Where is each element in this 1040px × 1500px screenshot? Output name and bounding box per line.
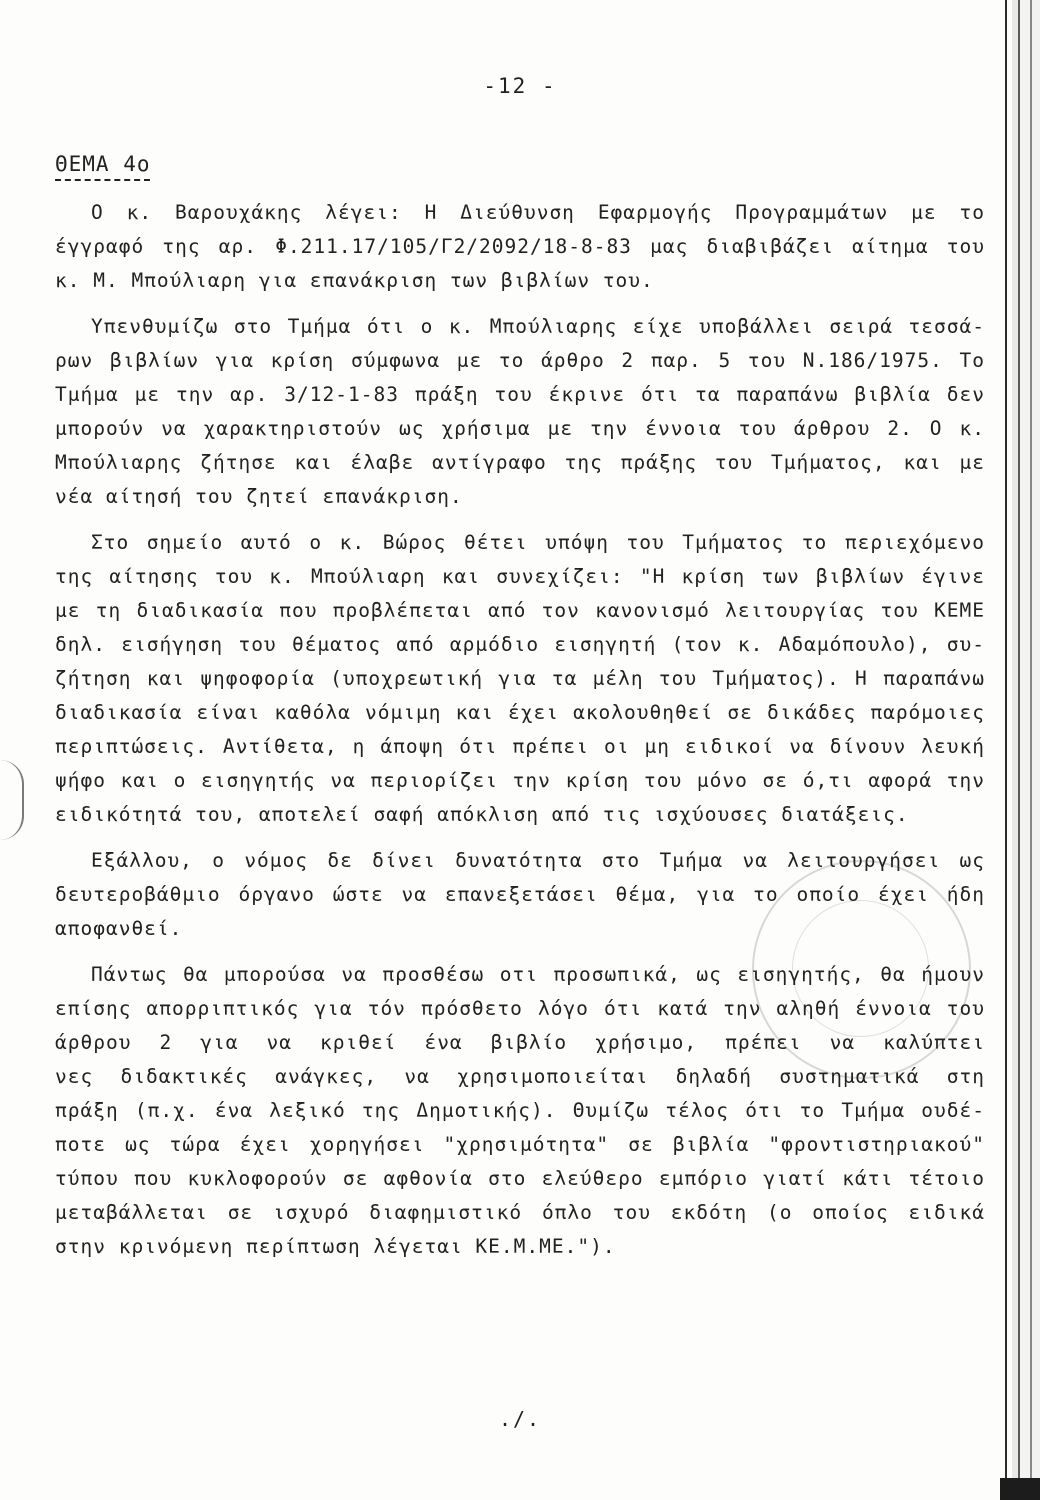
text-line: μπορούν να χαρακτηριστούν ως χρήσιμα με την έννοια του άρθρου 2. Ο κ. <box>55 417 985 440</box>
text-line: ειδικότητά του, αποτελεί σαφή απόκλιση από τις ισχύουσες διατάξεις. <box>55 803 909 826</box>
section-heading: ΘΕΜΑ 4ο <box>55 152 151 176</box>
text-line: Τμήμα με την αρ. 3/12-1-83 πράξη του έκρινε ότι τα παραπάνω βιβλία δεν <box>55 383 985 406</box>
text-line: ζήτηση και ψηφοφορία (υποχρεωτική για τα μέλη του Τμήματος). Η παραπάνω <box>55 667 985 690</box>
text-line: έγγραφό της αρ. Φ.211.17/105/Γ2/2092/18-8-83 μας διαβιβάζει αίτημα του <box>55 235 985 258</box>
text-line: της αίτησης του κ. Μπούλιαρη και συνεχίζει: "Η κρίση των βιβλίων έγινε <box>55 565 985 588</box>
paragraph <box>55 526 985 832</box>
paragraph <box>55 958 985 1264</box>
continuation-mark: ./. <box>498 1407 542 1431</box>
text-line: Πάντως θα μπορούσα να προσθέσω οτι προσωπικά, ως εισηγητής, θα ήμουν <box>91 963 985 986</box>
page-edge <box>1030 0 1032 1500</box>
text-line: Μπούλιαρης ζήτησε και έλαβε αντίγραφο της πράξης του Τμήματος, και με <box>55 451 985 474</box>
text-line: ρων βιβλίων για κρίση σύμφωνα με το άρθρο 2 παρ. 5 του Ν.186/1975. Το <box>55 349 985 372</box>
text-line: Ο κ. Βαρουχάκης λέγει: Η Διεύθυνση Εφαρμογής Προγραμμάτων με το <box>91 201 985 224</box>
text-line: περιπτώσεις. Αντίθετα, η άποψη ότι πρέπει οι μη ειδικοί να δίνουν λευκή <box>55 735 985 758</box>
text-line: Στο σημείο αυτό ο κ. Βώρος θέτει υπόψη του Τμήματος το περιεχόμενο <box>91 531 985 554</box>
paragraph <box>55 844 985 946</box>
page-edge <box>1005 0 1007 1500</box>
text-line: δευτεροβάθμιο όργανο ώστε να επανεξετάσει θέμα, για το οποίο έχει ήδη <box>55 883 985 906</box>
text-line: τύπου που κυκλοφορούν σε αφθονία στο ελεύθερο εμπόριο γιατί κάτι τέτοιο <box>55 1167 985 1190</box>
text-line: νες διδακτικές ανάγκες, να χρησιμοποιείται δηλαδή συστηματικά στη <box>55 1065 985 1088</box>
paragraph <box>55 310 985 514</box>
text-line: αποφανθεί. <box>55 917 183 940</box>
body-text <box>55 196 985 1276</box>
margin-mark <box>0 760 24 840</box>
text-line: άρθρου 2 για να κριθεί ένα βιβλίο χρήσιμο, πρέπει να καλύπτει <box>55 1031 985 1054</box>
text-line: Υπενθυμίζω στο Τμήμα ότι ο κ. Μπούλιαρης είχε υποβάλλει σειρά τεσσά- <box>91 315 985 338</box>
text-line: στην κρινόμενη περίπτωση λέγεται ΚΕ.Μ.ΜΕ."). <box>55 1235 616 1258</box>
text-line: επίσης απορριπτικός για τόν πρόσθετο λόγο ότι κατά την αληθή έννοια του <box>55 997 985 1020</box>
text-line: ψήφο και ο εισηγητής να περιορίζει την κρίση του μόνο σε ό,τι αφορά την <box>55 769 985 792</box>
text-line: μεταβάλλεται σε ισχυρό διαφημιστικό όπλο του εκδότη (ο οποίος ειδικά <box>55 1201 985 1224</box>
paragraph <box>55 196 985 298</box>
text-line: με τη διαδικασία που προβλέπεται από τον κανονισμό λειτουργίας του ΚΕΜΕ <box>55 599 985 622</box>
text-line: ποτε ως τώρα έχει χορηγήσει "χρησιμότητα" σε βιβλία "φροντιστηριακού" <box>55 1133 985 1156</box>
binder-corner <box>1000 1478 1040 1500</box>
text-line: διαδικασία είναι καθόλα νόμιμη και έχει ακολουθηθεί σε δικάδες παρόμοιες <box>55 701 985 724</box>
text-line: κ. Μ. Μπούλιαρη για επανάκριση των βιβλίων του. <box>55 269 654 292</box>
text-line: δηλ. εισήγηση του θέματος από αρμόδιο εισηγητή (τον κ. Αδαμόπουλο), συ- <box>55 633 985 656</box>
text-line: Εξάλλου, ο νόμος δε δίνει δυνατότητα στο Τμήμα να λειτουργήσει ως <box>91 849 985 872</box>
page-number: -12 - <box>483 74 557 98</box>
text-line: νέα αίτησή του ζητεί επανάκριση. <box>55 485 463 508</box>
text-line: πράξη (π.χ. ένα λεξικό της Δημοτικής). Θυμίζω τέλος ότι το Τμήμα ουδέ- <box>55 1099 985 1122</box>
